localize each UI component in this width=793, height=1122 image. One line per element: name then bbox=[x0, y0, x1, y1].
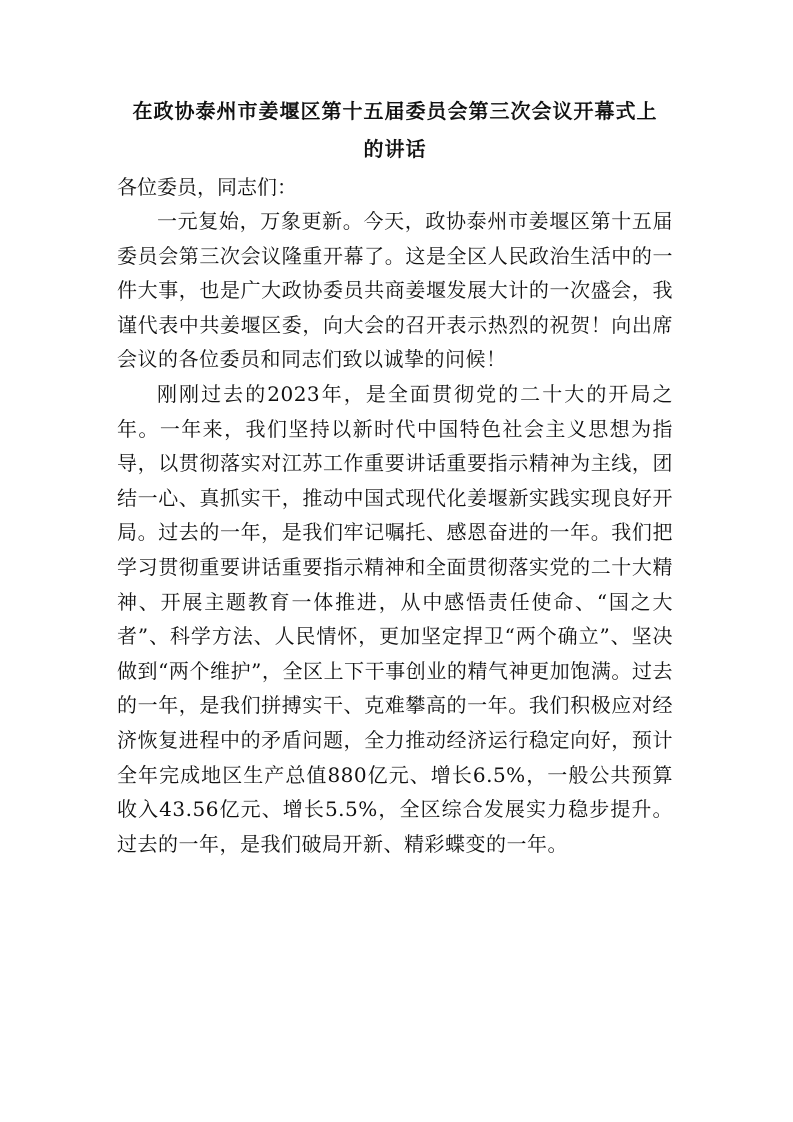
title-line-1: 在政协泰州市姜堰区第十五届委员会第三次会议开幕式上 bbox=[132, 99, 658, 123]
document-page bbox=[117, 92, 673, 861]
paragraph-1: 一元复始，万象更新。今天，政协泰州市姜堰区第十五届委员会第三次会议隆重开幕了。这是全区人民政治生活中的一件大事，也是广大政协委员共商姜堰发展大计的一次盛会，我谨代表中共姜堰区委，向大会的召开表示热烈的祝贺！向出席会议的各位委员和同志们致以诚挚的问候！ bbox=[117, 209, 673, 372]
salutation: 各位委员，同志们： bbox=[117, 175, 297, 199]
title-line-2: 的讲话 bbox=[363, 137, 427, 161]
paragraph-2: 刚刚过去的2023年，是全面贯彻党的二十大的开局之年。一年来，我们坚持以新时代中国特色社会主义思想为指导，以贯彻落实对江苏工作重要讲话重要指示精神为主线，团结一心、真抓实干，推动中国式现代化姜堰新实践实现良好开局。过去的一年，是我们牢记嘱托、感恩奋进的一年。我们把学习贯彻重要讲话重要指示精神和全面贯彻落实党的二十大精神、开展主题教育一体推进，从中感悟责任使命、“国之大者”、科学方法、人民情怀，更加坚定捍卫“两个确立”、坚决做到“两个维护”，全区上下干事创业的精气神更加饱满。过去的一年，是我们拼搏实干、克难攀高的一年。我们积极应对经济恢复进程中的矛盾问题，全力推动经济运行稳定向好，预计全年完成地区生产总值880亿元、增长6.5%，一般公共预算收入43.56亿元、增长5.5%，全区综合发展实力稳步提升。过去的一年，是我们破局开新、精彩蝶变的一年。 bbox=[117, 381, 673, 856]
document-title bbox=[117, 92, 673, 168]
